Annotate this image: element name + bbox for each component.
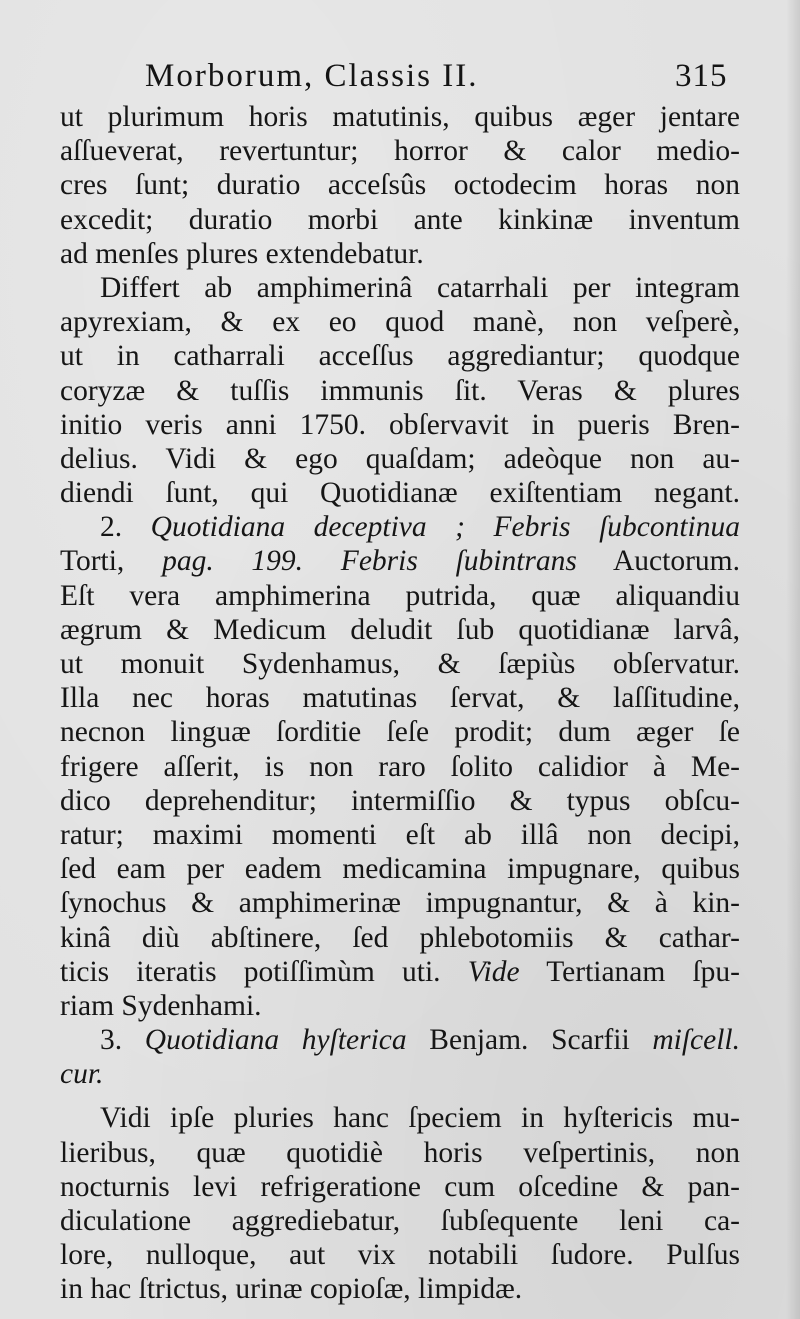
text-line: dico deprehenditur; intermiſſio & typus obſcu- <box>60 784 740 817</box>
text-line: Eſt vera amphimerina putrida, quæ aliquandiu <box>60 579 740 612</box>
item-2-number: 2. <box>100 511 123 544</box>
text-line: delius. Vidi & ego quaſdam; adeòque non au- <box>60 442 740 475</box>
page-number: 315 <box>675 58 728 94</box>
item-3-miscell: miſcell. <box>652 1024 740 1057</box>
running-title: Morborum, Classis II. <box>145 58 479 94</box>
running-header <box>145 58 765 102</box>
item-2-reference <box>60 544 740 578</box>
vide-word: Vide <box>467 955 520 988</box>
text-line: ægrum & Medicum deludit ſub quotidianæ larvâ, <box>60 613 740 646</box>
text-line: frigere aſſerit, is non raro ſolito calidior à Me- <box>60 750 740 783</box>
text-line: Illa nec horas matutinas ſervat, & laſſitudine, <box>60 682 740 715</box>
text-line: ſed eam per eadem medicamina impugnare, quibus <box>60 853 740 886</box>
text-line: aſſueverat, revertuntur; horror & calor medio- <box>60 135 740 168</box>
item-3-author: Benjam. Scarfii <box>429 1024 630 1057</box>
text-line: lore, nulloque, aut vix notabili ſudore. Pulſus <box>60 1239 740 1272</box>
item-3-name: Quotidiana hyſterica <box>144 1024 407 1057</box>
text-line: riam Sydenhami. <box>60 989 262 1022</box>
text-line: lieribus, quæ quotidiè horis veſpertinis, non <box>60 1136 740 1169</box>
text-line: kinâ diù abſtinere, ſed phlebotomiis & cathar- <box>60 921 740 954</box>
text-line: ut monuit Sydenhamus, & ſæpiùs obſervatur. <box>60 648 740 680</box>
text-line-vide <box>60 955 740 989</box>
text-line: coryzæ & tuſſis immunis ſit. Veras & plures <box>60 374 740 407</box>
text-line: necnon linguæ ſorditie ſeſe prodit; dum æger ſe <box>60 716 740 749</box>
item-3-number: 3. <box>100 1024 123 1057</box>
paragraph-gap <box>60 1091 740 1101</box>
item-2-auctorum: Auctorum. <box>613 545 740 578</box>
text-line: nocturnis levi refrigeratione cum oſcedine & pan- <box>60 1170 740 1203</box>
text-line: diculatione aggrediebatur, ſubſequente leni ca- <box>60 1205 740 1237</box>
text-line: ſynochus & amphimerinæ impugnantur, & à kin- <box>60 887 740 920</box>
text-line: Differt ab amphimerinâ catarrhali per integram <box>100 271 740 304</box>
item-3-cur-text: cur. <box>60 1058 104 1091</box>
body-text <box>60 100 740 1307</box>
text-line: initio veris anni 1750. obſervavit in pueris Bren- <box>60 408 740 441</box>
item-2-heading <box>60 510 740 544</box>
item-2-name: Quotidiana deceptiva ; Febris ſubcontinua <box>150 511 741 544</box>
page-edge-shadow <box>786 0 800 1319</box>
item-2-pag: pag. 199. Febris ſubintrans <box>162 545 577 578</box>
text-line: diendi ſunt, qui Quotidianæ exiſtentiam negant. <box>60 477 740 510</box>
vide-before: ticis iteratis potiſſimùm uti. <box>60 955 441 988</box>
text-line: in hac ſtrictus, urinæ copioſæ, limpidæ. <box>60 1273 523 1306</box>
text-line: excedit; duratio morbi ante kinkinæ inventum <box>60 203 740 236</box>
text-line: cres ſunt; duratio acceſsûs octodecim horas non <box>60 169 740 202</box>
text-line: ratur; maximi momenti eſt ab illâ non decipi, <box>60 818 740 851</box>
vide-after: Tertianam ſpu- <box>546 955 741 988</box>
text-line: apyrexiam, & ex eo quod manè, non veſperè, <box>60 306 740 339</box>
text-line: Vidi ipſe pluries hanc ſpeciem in hyſtericis mu- <box>100 1102 740 1135</box>
text-line: ut in catharrali acceſſus aggrediantur; quodque <box>60 340 740 373</box>
item-3-cur <box>60 1057 740 1091</box>
text-line: ut plurimum horis matutinis, quibus æger jentare <box>60 101 740 133</box>
item-2-torti: Torti, <box>60 545 125 578</box>
item-3-heading <box>60 1023 740 1057</box>
text-line: ad menſes plures extendebatur. <box>60 237 424 270</box>
